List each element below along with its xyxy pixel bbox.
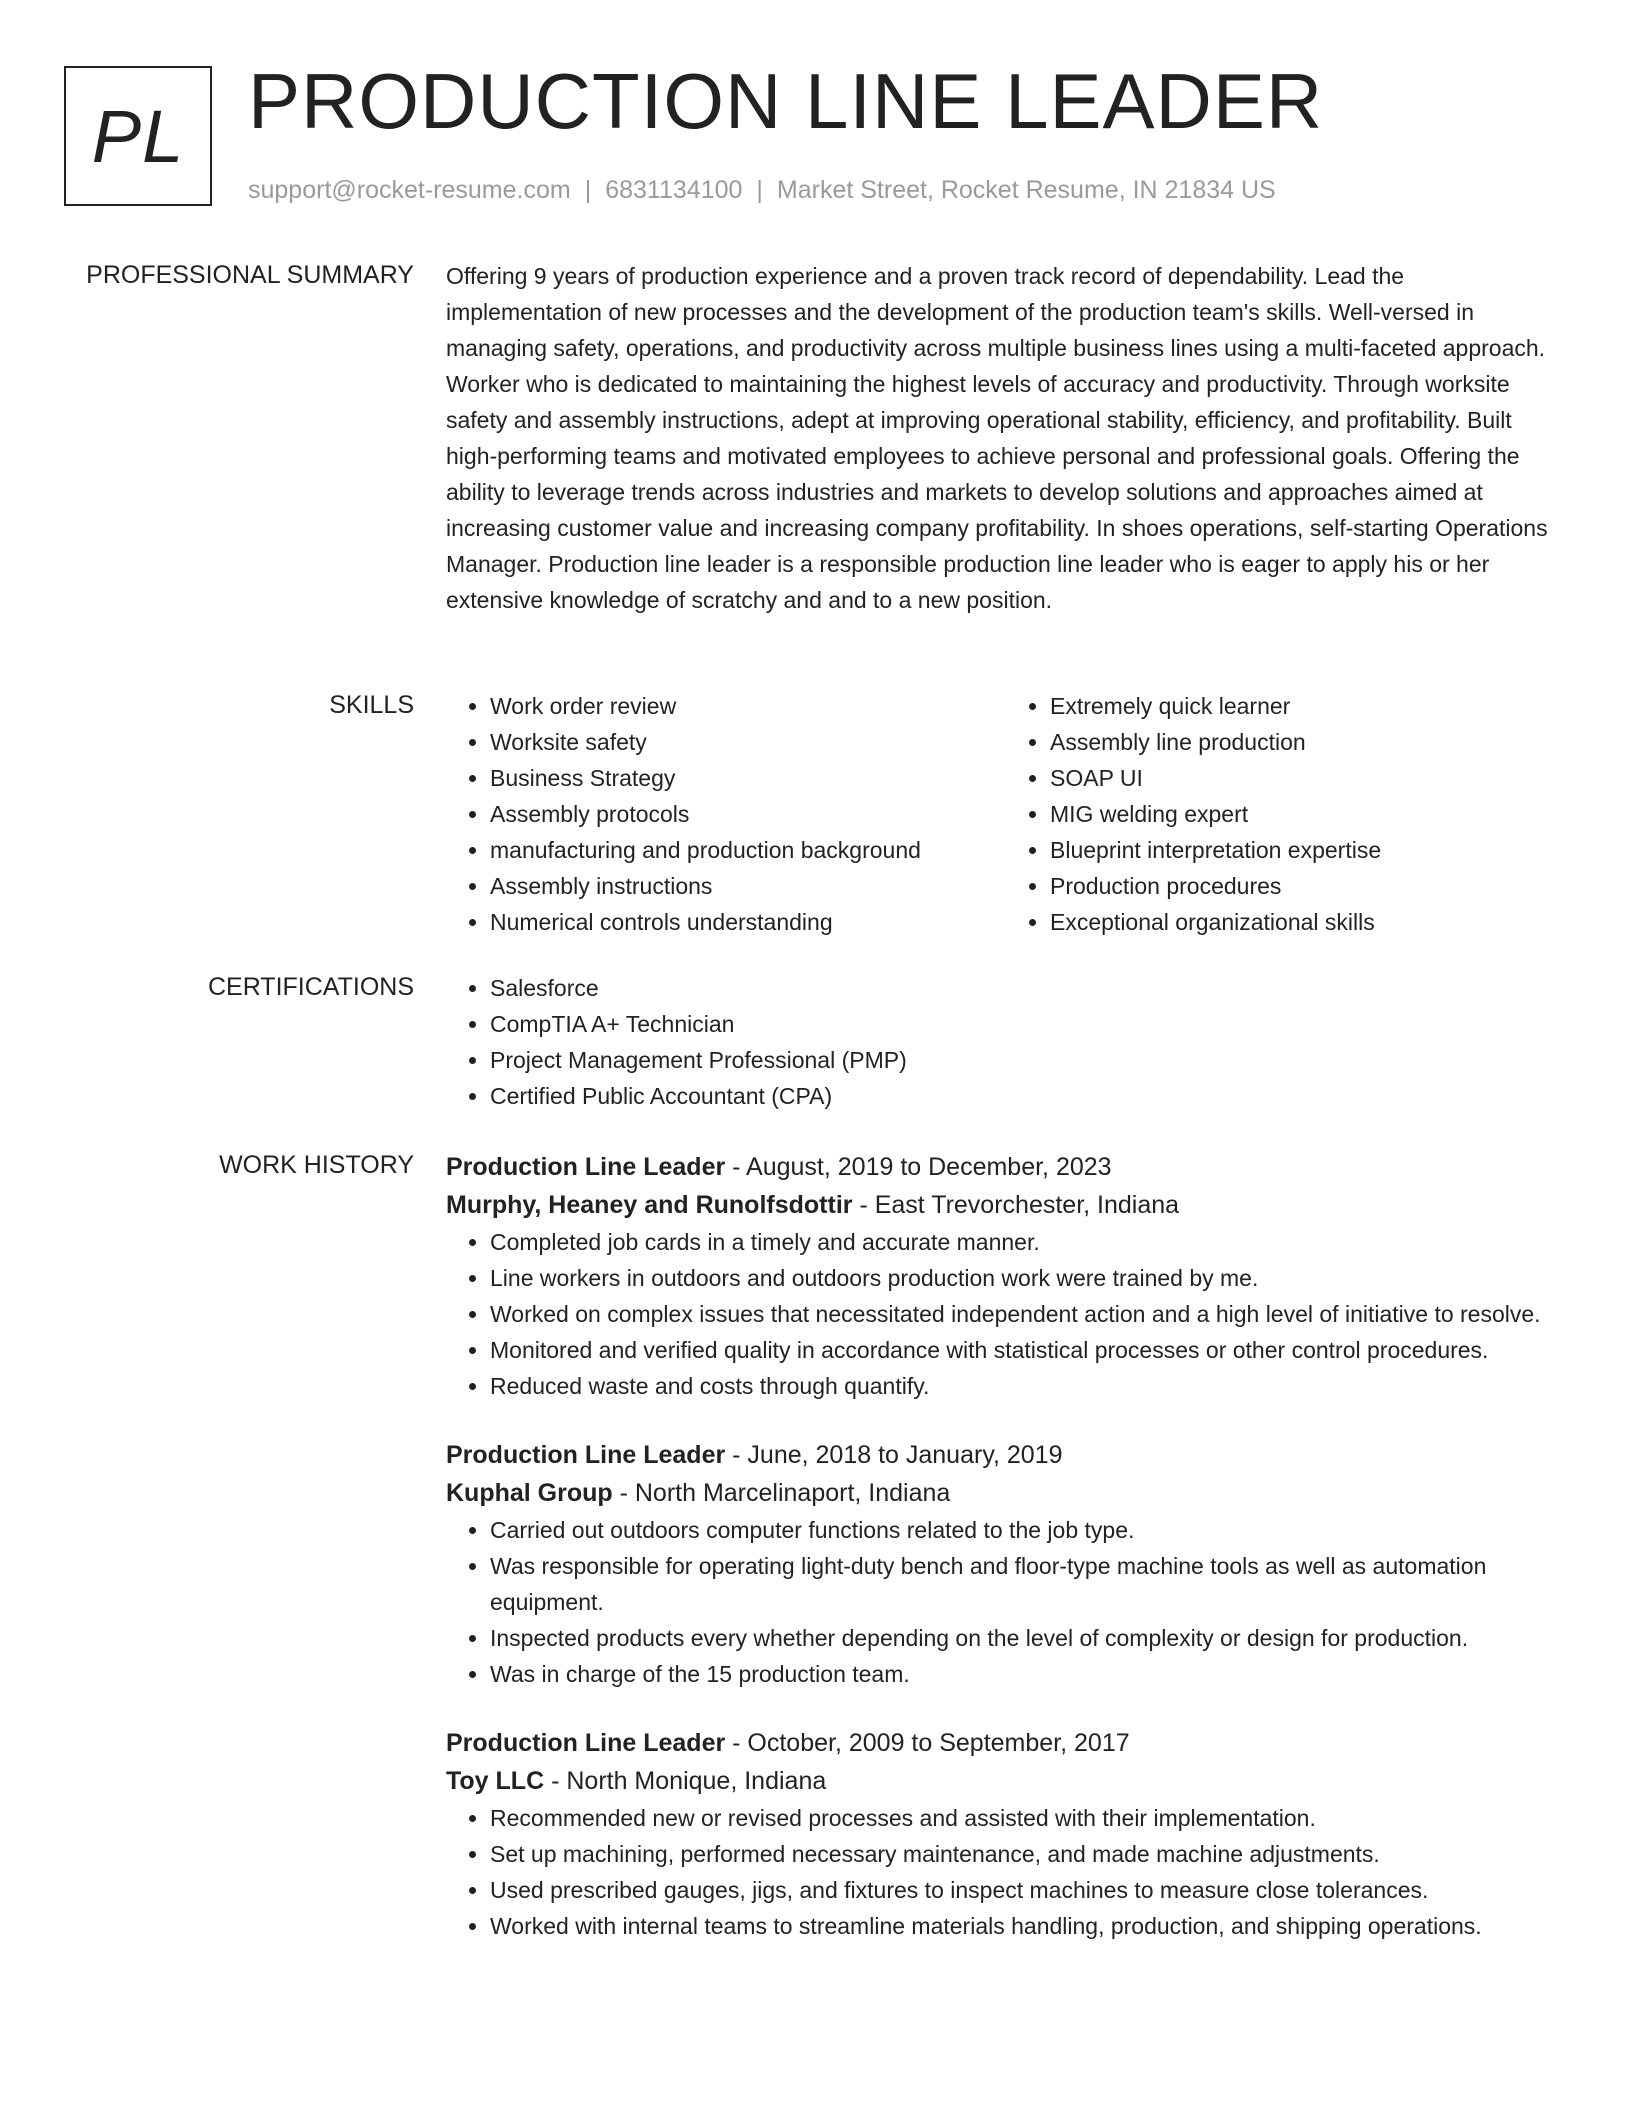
skill-item: • Exceptional organizational skills (1050, 904, 1566, 940)
job-bullet: • Used prescribed gauges, jigs, and fixtures to inspect machines to measure close tolerances. (490, 1872, 1566, 1908)
monogram-logo (64, 66, 212, 206)
certification-item: • Salesforce (490, 970, 1566, 1006)
skill-item: • MIG welding expert (1050, 796, 1566, 832)
contact-separator: | (584, 176, 592, 204)
skill-item: • Blueprint interpretation expertise (1050, 832, 1566, 868)
job-bullet: • Monitored and verified quality in accordance with statistical processes or other control procedures. (490, 1332, 1566, 1368)
skill-item: • Work order review (490, 688, 1006, 724)
job-bullet: • Was responsible for operating light-duty bench and floor-type machine tools as well as automation equipment. (490, 1548, 1566, 1620)
job-company: Murphy, Heaney and Runolfsdottir (446, 1191, 853, 1219)
job-company-line (446, 1762, 1566, 1800)
job-bullet: • Line workers in outdoors and outdoors production work were trained by me. (490, 1260, 1566, 1296)
job-dates: - October, 2009 to September, 2017 (725, 1729, 1130, 1757)
skill-item: • Business Strategy (490, 760, 1006, 796)
job-title-line (446, 1724, 1566, 1762)
job-title-line (446, 1148, 1566, 1186)
work-history-body (446, 1148, 1566, 1976)
job-title-line (446, 1436, 1566, 1474)
contact-line (248, 174, 1276, 206)
job-title: Production Line Leader (446, 1729, 726, 1757)
certification-item: • CompTIA A+ Technician (490, 1006, 1566, 1042)
job-entry (446, 1724, 1566, 1944)
job-bullet: • Was in charge of the 15 production team. (490, 1656, 1566, 1692)
skills-list-left (446, 688, 1006, 940)
job-bullet: • Completed job cards in a timely and accurate manner. (490, 1224, 1566, 1260)
job-company: Kuphal Group (446, 1479, 613, 1507)
certifications-body (446, 970, 1566, 1114)
skills-list-right (1006, 688, 1566, 940)
job-bullet: • Inspected products every whether depending on the level of complexity or design for production. (490, 1620, 1566, 1656)
skill-item: • Worksite safety (490, 724, 1006, 760)
contact-address: Market Street, Rocket Resume, IN 21834 US (776, 176, 1276, 204)
job-bullet: • Recommended new or revised processes and assisted with their implementation. (490, 1800, 1566, 1836)
job-bullet: • Worked with internal teams to streamline materials handling, production, and shipping operations. (490, 1908, 1566, 1944)
job-entry (446, 1148, 1566, 1404)
summary-text: Offering 9 years of production experience and a proven track record of dependability. Lead the implementation of new processes and the development of the production team's skills. Well-versed in managing safety, operations, and productivity across multiple business lines using a multi-faceted approach. Worker who is dedicated to maintaining the highest levels of accuracy and productivity. Through worksite safety and assembly instructions, adept at improving operational stability, efficiency, and profitability. Built high-performing teams and motivated employees to achieve personal and professional goals. Offering the ability to leverage trends across industries and markets to develop solutions and approaches aimed at increasing customer value and increasing company profitability. In shoes operations, self-starting Operations Manager. Production line leader is a responsible production line leader who is eager to apply his or her extensive knowledge of scratchy and and to a new position. (446, 263, 1548, 613)
job-bullet: • Worked on complex issues that necessitated independent action and a high level of initiative to resolve. (490, 1296, 1566, 1332)
job-title: Production Line Leader (446, 1441, 726, 1469)
certifications-list (446, 970, 1566, 1114)
job-company-line (446, 1186, 1566, 1224)
section-heading-work-history: WORK HISTORY (219, 1151, 414, 1179)
section-heading-certifications: CERTIFICATIONS (207, 973, 414, 1001)
job-dates: - June, 2018 to January, 2019 (725, 1441, 1063, 1469)
page-title: PRODUCTION LINE LEADER (248, 57, 1324, 145)
skill-item: • SOAP UI (1050, 760, 1566, 796)
skills-columns (446, 688, 1566, 940)
job-bullet: • Carried out outdoors computer functions related to the job type. (490, 1512, 1566, 1548)
certification-item: • Project Management Professional (PMP) (490, 1042, 1566, 1078)
job-bullet-list (446, 1800, 1566, 1944)
contact-phone[interactable]: 6831134100 (605, 176, 743, 204)
job-location: - North Monique, Indiana (544, 1767, 827, 1795)
job-location: - North Marcelinaport, Indiana (612, 1479, 951, 1507)
skill-item: • Assembly instructions (490, 868, 1006, 904)
job-company: Toy LLC (446, 1767, 545, 1795)
contact-separator: | (756, 176, 763, 204)
contact-email[interactable]: support@rocket-resume.com (248, 176, 571, 204)
job-bullet: • Set up machining, performed necessary maintenance, and made machine adjustments. (490, 1836, 1566, 1872)
skill-item: • manufacturing and production background (490, 832, 1006, 868)
section-heading-summary: PROFESSIONAL SUMMARY (86, 261, 414, 289)
certification-item: • Certified Public Accountant (CPA) (490, 1078, 1566, 1114)
skill-item: • Production procedures (1050, 868, 1566, 904)
job-title: Production Line Leader (446, 1153, 726, 1181)
skill-item: • Extremely quick learner (1050, 688, 1566, 724)
job-bullet-list (446, 1224, 1566, 1404)
job-bullet-list (446, 1512, 1566, 1692)
monogram-initials: PL (91, 94, 185, 178)
skill-item: • Assembly line production (1050, 724, 1566, 760)
job-bullet: • Reduced waste and costs through quantify. (490, 1368, 1566, 1404)
job-entry (446, 1436, 1566, 1692)
skill-item: • Assembly protocols (490, 796, 1006, 832)
section-heading-skills: SKILLS (329, 691, 414, 719)
job-dates: - August, 2019 to December, 2023 (725, 1153, 1112, 1181)
job-location: - East Trevorchester, Indiana (852, 1191, 1180, 1219)
job-company-line (446, 1474, 1566, 1512)
skill-item: • Numerical controls understanding (490, 904, 1006, 940)
